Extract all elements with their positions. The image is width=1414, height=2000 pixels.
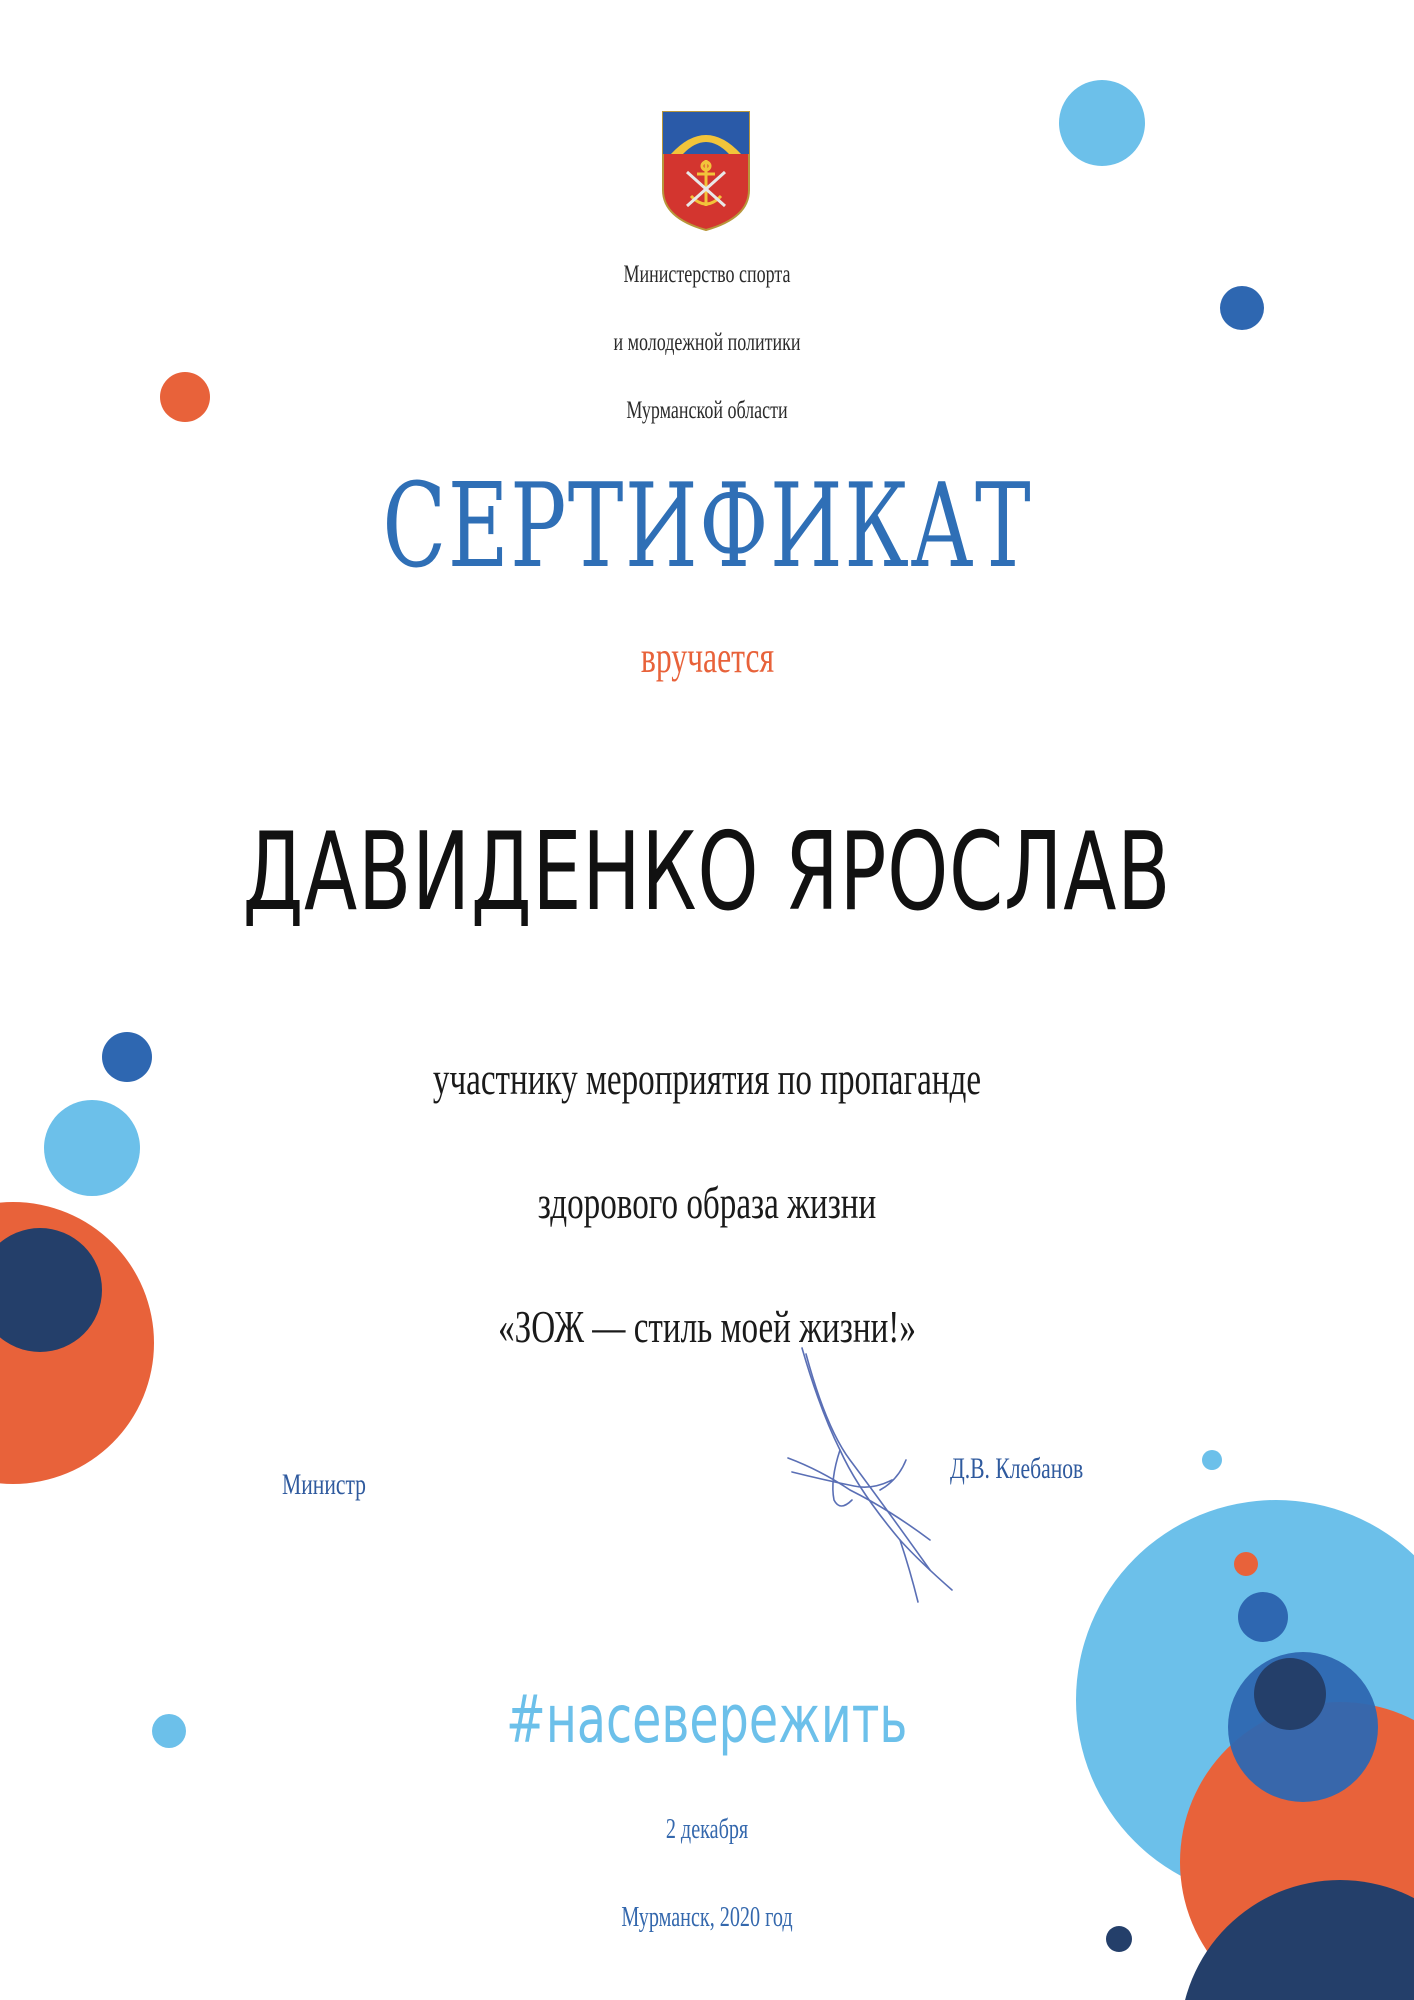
- organization-name: [0, 258, 1414, 428]
- recipient-name: ДАВИДЕНКО ЯРОСЛАВ: [242, 810, 1172, 935]
- organization-line: Министерство спорта: [623, 261, 791, 288]
- certificate-subtitle-wrap: [0, 630, 1414, 686]
- coat-of-arms-icon: [661, 110, 751, 232]
- certificate-title: СЕРТИФИКАТ: [382, 459, 1032, 594]
- organization-line: Мурманской области: [626, 397, 788, 424]
- issue-date: [0, 1808, 1414, 1940]
- certificate-title-wrap: [0, 459, 1414, 594]
- certificate-description: [0, 1048, 1414, 1358]
- date-line: 2 декабря: [665, 1814, 749, 1845]
- handwritten-signature: [780, 1340, 960, 1610]
- signer-name: [950, 1452, 1135, 1486]
- organization-line: и молодежной политики: [613, 329, 801, 356]
- description-line: здорового образа жизни: [537, 1177, 877, 1228]
- hashtag-wrap: [0, 1680, 1414, 1760]
- description-line: участнику мероприятия по пропаганде: [432, 1053, 982, 1104]
- hashtag: #насевережить: [506, 1681, 908, 1758]
- place-year-line: Мурманск, 2020 год: [621, 1902, 793, 1933]
- recipient-name-wrap: [0, 808, 1414, 938]
- signer-name-text: Д.В. Клебанов: [950, 1452, 1084, 1485]
- decor-circle-blue-small-br: [1238, 1592, 1288, 1642]
- signer-role: [282, 1468, 399, 1502]
- decor-circle-light-blue-top-right: [1059, 80, 1145, 166]
- decor-circle-tiny-light-blue: [1202, 1450, 1222, 1470]
- signer-role-text: Министр: [282, 1468, 366, 1501]
- decor-circle-orange-small-br: [1234, 1552, 1258, 1576]
- description-line: «ЗОЖ — стиль моей жизни!»: [498, 1301, 916, 1352]
- certificate-subtitle: вручается: [640, 633, 774, 682]
